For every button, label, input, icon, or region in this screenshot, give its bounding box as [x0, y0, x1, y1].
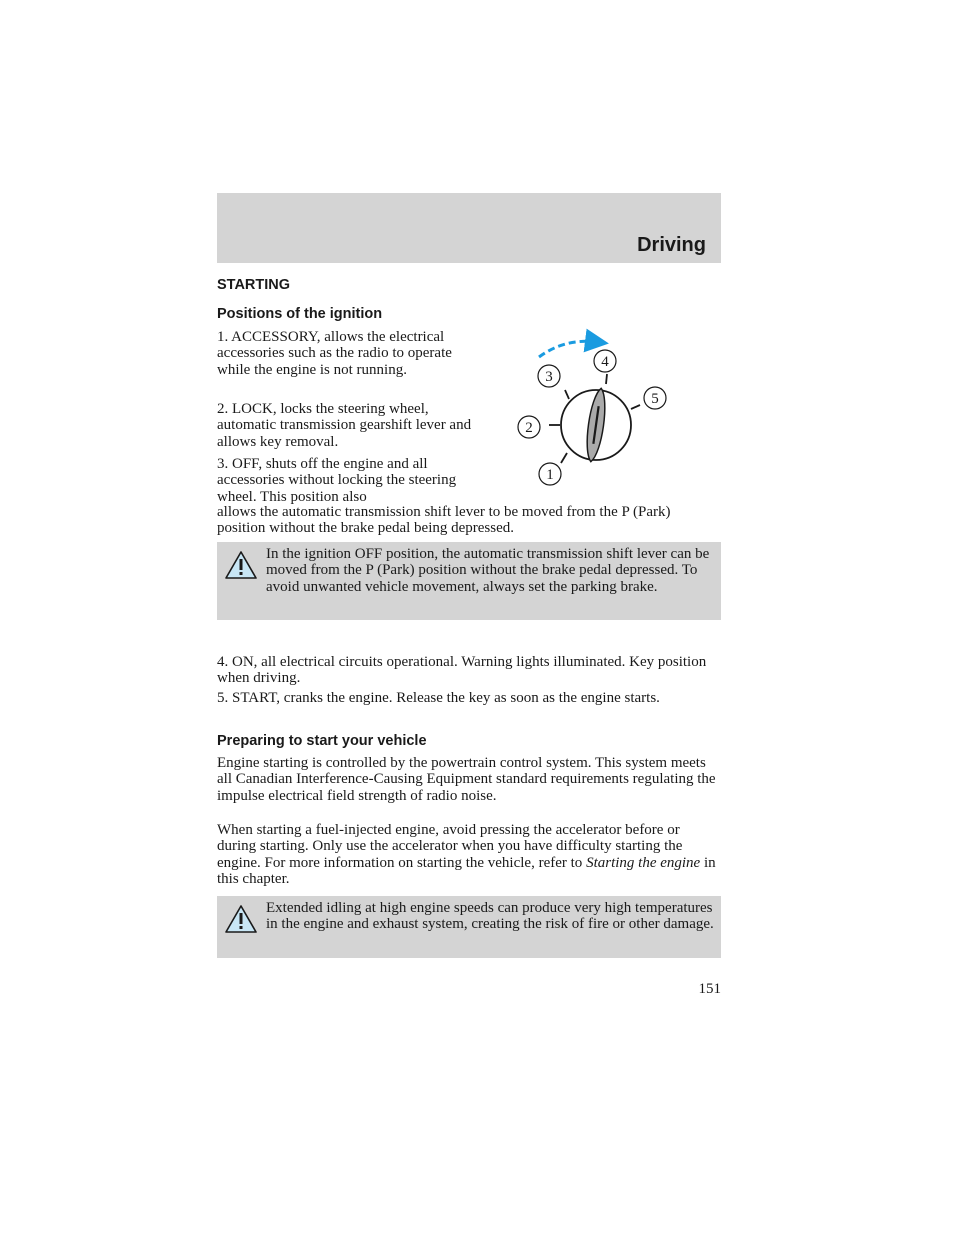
rotation-arrow-icon	[539, 341, 597, 357]
tick-position-5	[631, 405, 640, 409]
ignition-item-accessory: 1. ACCESSORY, allows the electrical accessories such as the radio to operate while the engine is not running.	[217, 329, 452, 378]
ignition-diagram	[505, 326, 685, 496]
warning-box-ignition-off	[217, 542, 721, 620]
label-position-4	[594, 350, 616, 372]
label-position-2	[518, 416, 540, 438]
preparing-heading: Preparing to start your vehicle	[217, 733, 427, 749]
warning-triangle-icon	[224, 904, 258, 934]
ignition-item-off: 3. OFF, shuts off the engine and all accessories without locking the steering wheel. This position also	[217, 456, 457, 505]
svg-text:5: 5	[651, 391, 659, 407]
tick-position-3	[565, 390, 569, 399]
preparing-paragraph-2: When starting a fuel-injected engine, avoid pressing the accelerator before or during starting. Only use the accelerator when you have difficulty starting the engine. For more information on starting the vehicle, refer to Starting the engine in this chapter.	[217, 822, 716, 887]
page-number: 151	[698, 981, 721, 997]
ignition-heading: Positions of the ignition	[217, 306, 383, 322]
svg-text:1: 1	[546, 467, 554, 483]
ignition-item-on: 4. ON, all electrical circuits operational. Warning lights illuminated. Key position when driving.	[217, 654, 707, 687]
starting-engine-reference: Starting the engine	[586, 854, 701, 871]
header-bar	[217, 193, 721, 263]
svg-text:3: 3	[545, 369, 553, 385]
tick-position-1	[561, 453, 567, 463]
tick-position-4	[606, 374, 607, 384]
warning-triangle-icon	[224, 550, 258, 580]
label-position-1	[539, 463, 561, 485]
svg-text:2: 2	[525, 420, 533, 436]
warning-box-idling	[217, 896, 721, 958]
chapter-title: Driving	[637, 234, 706, 256]
preparing-paragraph-1: Engine starting is controlled by the powertrain control system. This system meets all Canadian Interference-Causing Equipment standard requirements regulating the impulse electrical field strength of radio noise.	[217, 755, 716, 804]
warning-text-ignition-off: In the ignition OFF position, the automatic transmission shift lever can be moved from the P (Park) position without the brake pedal depressed. To avoid unwanted vehicle movement, always set the parking brake.	[266, 546, 710, 595]
label-position-3	[538, 365, 560, 387]
ignition-item-lock: 2. LOCK, locks the steering wheel, automatic transmission gearshift lever and allows key removal.	[217, 401, 472, 450]
ignition-item-start: 5. START, cranks the engine. Release the key as soon as the engine starts.	[217, 690, 660, 706]
warning-text-idling: Extended idling at high engine speeds can produce very high temperatures in the engine and exhaust system, creating the risk of fire or other damage.	[266, 900, 714, 933]
label-position-5	[644, 387, 666, 409]
svg-text:4: 4	[601, 354, 609, 370]
section-title: STARTING	[217, 277, 291, 293]
ignition-item-off-continued: allows the automatic transmission shift lever to be moved from the P (Park) position without the brake pedal being depressed.	[217, 504, 671, 537]
